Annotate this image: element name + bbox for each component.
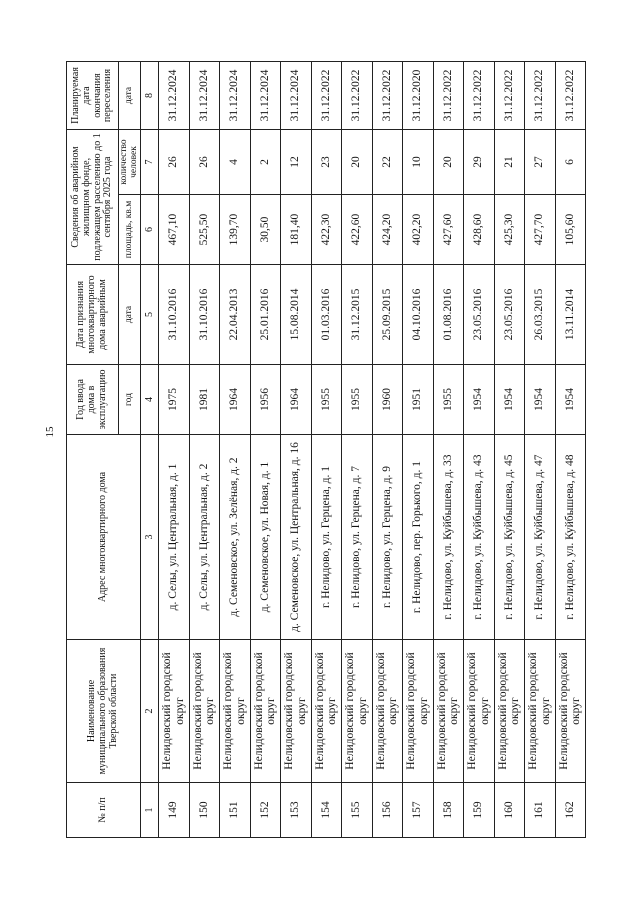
column-number-cell: 5	[141, 265, 159, 365]
column-number-cell: 2	[141, 640, 159, 783]
people-count-cell: 10	[403, 129, 434, 194]
column-number-cell: 3	[141, 435, 159, 640]
people-count-cell: 20	[342, 129, 373, 194]
planned-date-cell: 31.12.2024	[250, 61, 281, 129]
header-address: Адрес многоквартирного дома	[67, 435, 141, 640]
table-row	[342, 61, 373, 837]
table-row	[189, 61, 220, 837]
planned-date-cell: 31.12.2024	[159, 61, 190, 129]
municipality-cell: Нелидовский городской округ	[494, 640, 525, 783]
planned-date-cell: 31.12.2022	[372, 61, 403, 129]
row-number-cell: 162	[555, 783, 586, 838]
municipality-cell: Нелидовский городской округ	[555, 640, 586, 783]
area-cell: 139,70	[220, 195, 251, 265]
municipality-cell: Нелидовский городской округ	[159, 640, 190, 783]
header-year-sub: год	[119, 365, 141, 435]
planned-date-cell: 31.12.2024	[220, 61, 251, 129]
table-row	[372, 61, 403, 837]
year-cell: 1955	[342, 365, 373, 435]
row-number-cell: 154	[311, 783, 342, 838]
row-number-cell: 156	[372, 783, 403, 838]
municipality-cell: Нелидовский городской округ	[464, 640, 495, 783]
people-count-cell: 2	[250, 129, 281, 194]
row-number-cell: 155	[342, 783, 373, 838]
recognition-date-cell: 31.12.2015	[342, 265, 373, 365]
people-count-cell: 27	[525, 129, 556, 194]
header-year-group: Год ввода дома в эксплуатацию	[67, 365, 119, 435]
municipality-cell: Нелидовский городской округ	[433, 640, 464, 783]
people-count-cell: 23	[311, 129, 342, 194]
table-row	[494, 61, 525, 837]
address-cell: г. Нелидово, ул. Герцена, д. 7	[342, 435, 373, 640]
area-cell: 427,70	[525, 195, 556, 265]
recognition-date-cell: 01.03.2016	[311, 265, 342, 365]
planned-date-cell: 31.12.2024	[189, 61, 220, 129]
area-cell: 467,10	[159, 195, 190, 265]
address-cell: д. Семеновское, ул. Центральная, д. 16	[281, 435, 312, 640]
header-area-sub: площадь, кв.м	[119, 195, 141, 265]
municipality-cell: Нелидовский городской округ	[525, 640, 556, 783]
header-recognition-date-sub: дата	[119, 265, 141, 365]
people-count-cell: 12	[281, 129, 312, 194]
row-number-cell: 153	[281, 783, 312, 838]
recognition-date-cell: 13.11.2014	[555, 265, 586, 365]
table-row	[433, 61, 464, 837]
planned-date-cell: 31.12.2022	[525, 61, 556, 129]
planned-date-cell: 31.12.2022	[494, 61, 525, 129]
address-cell: г. Нелидово, ул. Куйбышева, д. 47	[525, 435, 556, 640]
year-cell: 1954	[525, 365, 556, 435]
table-row	[250, 61, 281, 837]
municipality-cell: Нелидовский городской округ	[250, 640, 281, 783]
header-row-main	[67, 61, 119, 837]
table-row	[220, 61, 251, 837]
table-row	[159, 61, 190, 837]
table-header	[67, 61, 159, 837]
header-recognition-date-group: Дата признания многоквартирного дома аварийным	[67, 265, 119, 365]
municipality-cell: Нелидовский городской округ	[189, 640, 220, 783]
people-count-cell: 21	[494, 129, 525, 194]
recognition-date-cell: 25.09.2015	[372, 265, 403, 365]
people-count-cell: 22	[372, 129, 403, 194]
address-cell: г. Нелидово, ул. Герцена, д. 1	[311, 435, 342, 640]
page-number: 15	[44, 426, 56, 438]
area-cell: 30,50	[250, 195, 281, 265]
column-number-row	[141, 61, 159, 837]
table-row	[281, 61, 312, 837]
year-cell: 1954	[494, 365, 525, 435]
year-cell: 1981	[189, 365, 220, 435]
row-number-cell: 160	[494, 783, 525, 838]
area-cell: 105,60	[555, 195, 586, 265]
column-number-cell: 8	[141, 61, 159, 129]
people-count-cell: 26	[189, 129, 220, 194]
address-cell: д. Семеновское, ул. Зелёная, д. 2	[220, 435, 251, 640]
recognition-date-cell: 22.04.2013	[220, 265, 251, 365]
area-cell: 525,50	[189, 195, 220, 265]
municipality-cell: Нелидовский городской округ	[220, 640, 251, 783]
address-cell: г. Нелидово, ул. Куйбышева, д. 45	[494, 435, 525, 640]
recognition-date-cell: 15.08.2014	[281, 265, 312, 365]
header-housing-info-group: Сведения об аварийном жилищном фонде, подлежащем расселению до 1 сентября 2025 года	[67, 129, 119, 264]
header-row-number: № п/п	[67, 783, 141, 838]
area-cell: 428,60	[464, 195, 495, 265]
recognition-date-cell: 01.08.2016	[433, 265, 464, 365]
header-planned-date-group: Планируемая дата окончания переселения	[67, 61, 119, 129]
planned-date-cell: 31.12.2022	[342, 61, 373, 129]
address-cell: д. Семеновское, ул. Новая, д. 1	[250, 435, 281, 640]
people-count-cell: 4	[220, 129, 251, 194]
address-cell: г. Нелидово, пер. Горького, д. 1	[403, 435, 434, 640]
header-municipality: Наименование муниципального образования Тверской области	[67, 640, 141, 783]
row-number-cell: 158	[433, 783, 464, 838]
table-row	[403, 61, 434, 837]
area-cell: 427,60	[433, 195, 464, 265]
table-row	[525, 61, 556, 837]
recognition-date-cell: 31.10.2016	[159, 265, 190, 365]
table-row	[311, 61, 342, 837]
address-cell: д. Селы, ул. Центральная, д. 2	[189, 435, 220, 640]
area-cell: 424,20	[372, 195, 403, 265]
municipality-cell: Нелидовский городской округ	[281, 640, 312, 783]
people-count-cell: 20	[433, 129, 464, 194]
column-number-cell: 4	[141, 365, 159, 435]
row-number-cell: 150	[189, 783, 220, 838]
municipality-cell: Нелидовский городской округ	[342, 640, 373, 783]
address-cell: г. Нелидово, ул. Куйбышева, д. 48	[555, 435, 586, 640]
header-people-sub: количество человек	[119, 129, 141, 194]
year-cell: 1975	[159, 365, 190, 435]
recognition-date-cell: 23.05.2016	[494, 265, 525, 365]
year-cell: 1964	[281, 365, 312, 435]
table-row	[555, 61, 586, 837]
recognition-date-cell: 04.10.2016	[403, 265, 434, 365]
year-cell: 1951	[403, 365, 434, 435]
header-planned-date-sub: дата	[119, 61, 141, 129]
planned-date-cell: 31.12.2022	[555, 61, 586, 129]
column-number-cell: 1	[141, 783, 159, 838]
area-cell: 181,40	[281, 195, 312, 265]
address-cell: г. Нелидово, ул. Куйбышева, д. 33	[433, 435, 464, 640]
planned-date-cell: 31.12.2020	[403, 61, 434, 129]
address-cell: г. Нелидово, ул. Герцена, д. 9	[372, 435, 403, 640]
area-cell: 422,60	[342, 195, 373, 265]
municipality-cell: Нелидовский городской округ	[403, 640, 434, 783]
area-cell: 402,20	[403, 195, 434, 265]
table-body	[159, 61, 586, 837]
planned-date-cell: 31.12.2024	[281, 61, 312, 129]
recognition-date-cell: 25.01.2016	[250, 265, 281, 365]
row-number-cell: 151	[220, 783, 251, 838]
year-cell: 1955	[433, 365, 464, 435]
recognition-date-cell: 31.10.2016	[189, 265, 220, 365]
year-cell: 1954	[464, 365, 495, 435]
year-cell: 1956	[250, 365, 281, 435]
address-cell: г. Нелидово, ул. Куйбышева, д. 43	[464, 435, 495, 640]
planned-date-cell: 31.12.2022	[464, 61, 495, 129]
municipality-cell: Нелидовский городской округ	[372, 640, 403, 783]
area-cell: 422,30	[311, 195, 342, 265]
address-cell: д. Селы, ул. Центральная, д. 1	[159, 435, 190, 640]
area-cell: 425,30	[494, 195, 525, 265]
row-number-cell: 149	[159, 783, 190, 838]
year-cell: 1960	[372, 365, 403, 435]
municipality-cell: Нелидовский городской округ	[311, 640, 342, 783]
column-number-cell: 7	[141, 129, 159, 194]
row-number-cell: 152	[250, 783, 281, 838]
recognition-date-cell: 23.05.2016	[464, 265, 495, 365]
year-cell: 1955	[311, 365, 342, 435]
planned-date-cell: 31.12.2022	[433, 61, 464, 129]
table-row	[464, 61, 495, 837]
year-cell: 1964	[220, 365, 251, 435]
people-count-cell: 29	[464, 129, 495, 194]
people-count-cell: 26	[159, 129, 190, 194]
planned-date-cell: 31.12.2022	[311, 61, 342, 129]
people-count-cell: 6	[555, 129, 586, 194]
row-number-cell: 157	[403, 783, 434, 838]
year-cell: 1954	[555, 365, 586, 435]
recognition-date-cell: 26.03.2015	[525, 265, 556, 365]
column-number-cell: 6	[141, 195, 159, 265]
emergency-housing-table	[66, 61, 586, 838]
row-number-cell: 161	[525, 783, 556, 838]
row-number-cell: 159	[464, 783, 495, 838]
